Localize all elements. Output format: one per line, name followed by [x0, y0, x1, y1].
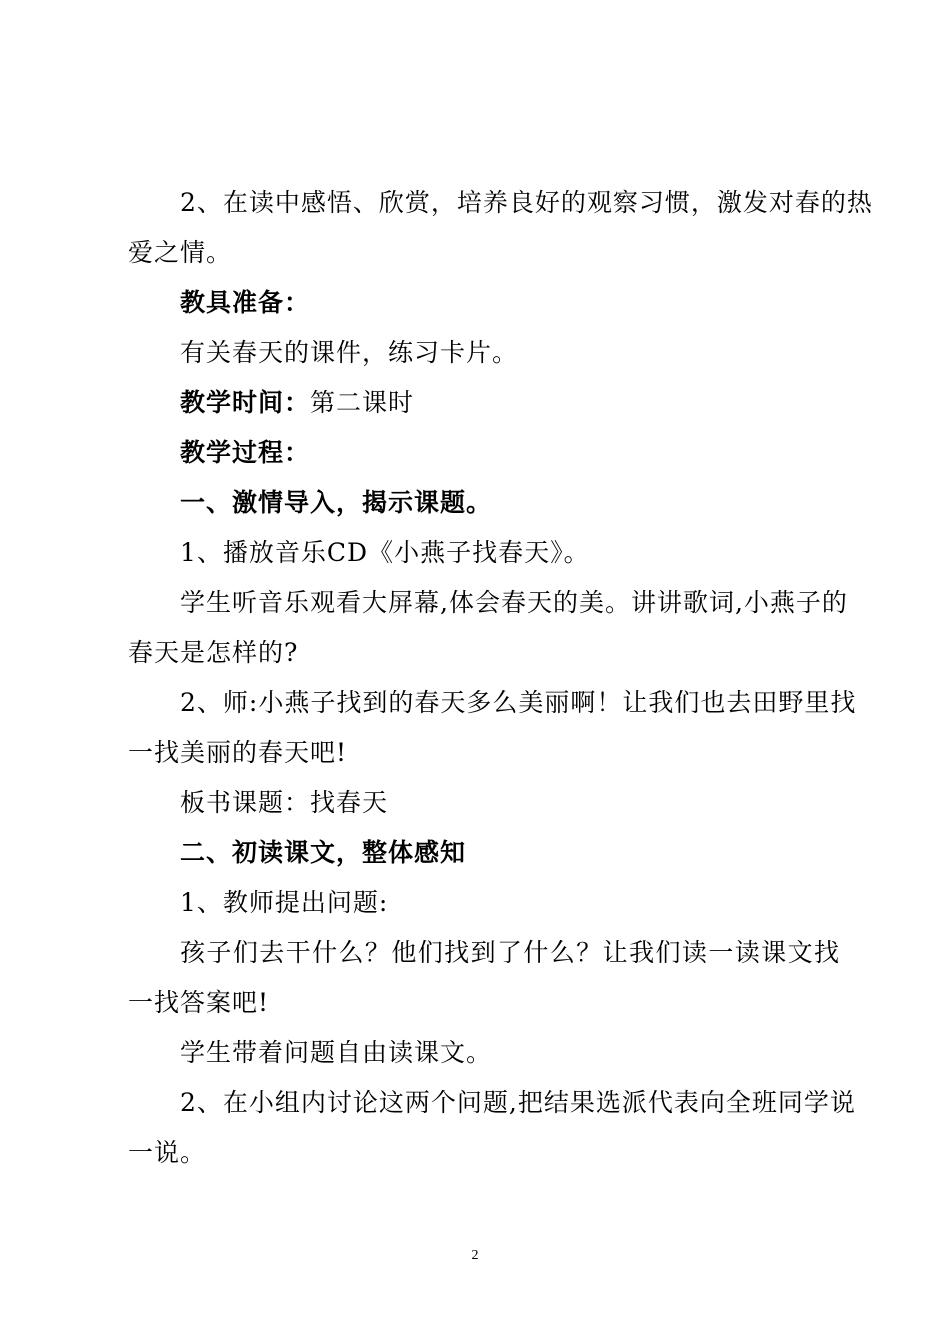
section-1-para-1-line-2: 春天是怎样的? [128, 638, 299, 667]
section-1-para-1-line-1: 学生听音乐观看大屏幕,体会春天的美。讲讲歌词,小燕子的 [180, 588, 848, 617]
section-1-step-1: 1、播放音乐CD《小燕子找春天》。 [180, 538, 590, 567]
section-2-heading: 二、初读课文，整体感知 [180, 838, 467, 867]
section-1-step-2-line-1: 2、师:小燕子找到的春天多么美丽啊！让我们也去田野里找 [180, 688, 857, 717]
teaching-time-label: 教学时间： [180, 388, 311, 417]
section-2-step-2-line-2: 一说。 [128, 1138, 207, 1167]
section-2-questions-line-1: 孩子们去干什么？他们找到了什么？让我们读一读课文找 [180, 938, 840, 967]
section-2-step-1: 1、教师提出问题: [180, 888, 389, 917]
section-1-heading: 一、激情导入，揭示课题。 [180, 488, 493, 517]
teaching-time-value: 第二课时 [310, 388, 415, 417]
page-number: 2 [471, 1248, 479, 1263]
heading-teaching-tools: 教具准备： [180, 288, 311, 317]
goal-2-line-2: 爱之情。 [128, 238, 233, 267]
teaching-tools-text: 有关春天的课件，练习卡片。 [180, 338, 519, 367]
goal-2-line-1: 2、在读中感悟、欣赏，培养良好的观察习惯，激发对春的热 [180, 188, 873, 217]
board-title: 板书课题：找春天 [180, 788, 389, 817]
heading-teaching-process: 教学过程： [180, 438, 311, 467]
section-2-free-reading: 学生带着问题自由读课文。 [180, 1038, 493, 1067]
section-2-step-2-line-1: 2、在小组内讨论这两个问题,把结果选派代表向全班同学说 [180, 1088, 856, 1117]
section-1-step-2-line-2: 一找美丽的春天吧! [128, 738, 348, 767]
teaching-time-row [180, 388, 840, 418]
section-2-questions-line-2: 一找答案吧! [128, 988, 270, 1017]
